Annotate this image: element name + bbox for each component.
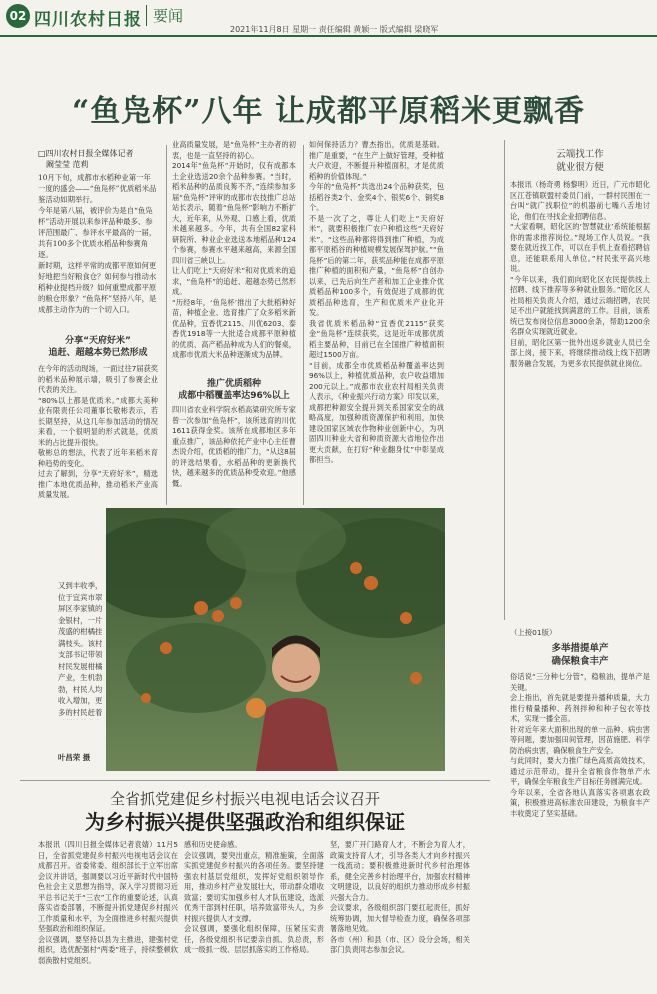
column-divider [504, 140, 505, 620]
photo-credit: 叶昌荣 摄 [58, 753, 91, 762]
article-col2-body2: 四川省农业科学院水稻高粱研究所专家曾一次参加“鱼凫杯”，该所选育的川优1611获得金奖。该所在成都地区多年重点推广，该品种依托产业中心主任曹杰说介绍，优质稻的推广力，“从这8届的评选结果看，水稻品种的更新换代快，越来越多的优质品种受欢迎。”他感慨。 [172, 405, 296, 488]
photo-caption: 又到丰收季，位于宜宾市翠屏区李家镇的金银村，一片茂盛的柑橘挂满枝头。该村支部书记带领村民发展柑橘产业，生机勃勃，村民人均收入增加，更多的村民赶着 [58, 581, 103, 717]
page-number-badge: 02 [6, 4, 30, 28]
article-author: □四川农村日报全媒体记者 阚莹莹 范莉 [38, 149, 134, 169]
second-article-col3: 坚，要广开门路育人才，不断会为育人才，政策支持育人才，引导各类人才向乡村振兴一线流动；要积极推进新时代乡村治理体系，健全完善乡村治理平台，加强农村精神文明建设，以良好的组织力推动形成乡村振兴强大合力。 会议要求，各级组织部门要扛起责任，抓好统筹协调，加大督导检查力度，确保各项部署落地见效。 各市（州）和县（市、区）设分会场，相关部门负责同志参加会议。 [330, 840, 470, 954]
second-article-headline: 为乡村振兴提供坚强政治和组织保证 [85, 810, 405, 834]
side-article-body: 本报讯（杨奇勇 杨黎明）近日，广元市昭化区江苍镇联盟村委员门前，一群村民围在一台叫“就广找职位”的机器前七嘴八舌地讨论，他们在寻找企业招聘信息。 “大家看啊，昭化区的‘智慧就业’系统能根据你的需求推荐岗位。”现场工作人员说。“我要在就近找工作，可以在手机上查看招聘信息，还能联系用人单位。”村民张平高兴地说。 “今年以来，我们面向昭化区农民提供线上招聘、线下推荐等多种就业服务。”昭化区人社局相关负责人介绍，通过云端招聘，农民足不出户就能找到满意的工作。目前，该系统已发布岗位信息3000余条，帮助1200余名群众实现就近就业。 目前，昭化区第一批外出返乡就业人员已全部上岗，接下来，将继续推动线上线下招聘服务融合发展，为更多农民提供就业岗位。 [510, 180, 650, 368]
column-divider [303, 145, 304, 505]
section-rule [20, 780, 490, 781]
continued-article-body: 俗话说“三分种七分管”，稳粮油，提单产是关键。 会上指出，首先就是要提升播种质量，大力推行精量播种、药剂拌种和种子包衣等技术，实现一播全苗。 针对近年来大面积出现的单一品种、病虫害等问题，要加强田间管理，因苗施肥、科学防治病虫害，确保粮食生产安全。 与此同时，要大力推广绿色高质高效技术，通过示范带动，提升全省粮食作物单产水平，确保全年粮食生产目标任务圆满完成。 今年以来，全省各地认真落实各项惠农政策，积极推进高标准农田建设，为粮食丰产丰收奠定了坚实基础。 [510, 672, 650, 818]
orchard-photo [106, 508, 445, 771]
second-article-col1: 本报讯（四川日报全媒体记者袁婧）11月5日，全省抓党建促乡村振兴电视电话会议在成都召开。省委常委、组织部长于立军出席会议并讲话，强调要以习近平新时代中国特色社会主义思想为指导，深入学习贯彻习近平总书记关于“三农”工作的重要论述，认真落实省委部署，不断提升抓党建促乡村振兴工作质量和水平，为全面推进乡村振兴提供坚强政治和组织保证。 会议强调，要坚持以县为主推进，建强村党组织，选优配强村“两委”班子，持续整顿软弱涣散村党组织。 [38, 840, 178, 965]
subheading-2: 推广优质稻种 成都中稻覆盖率达96%以上 [178, 379, 290, 401]
section-title: 要闻 [146, 5, 183, 26]
header-info: 2021年11月8日 星期一 责任编辑 黄颖一 版式编辑 梁晓军 [230, 25, 439, 34]
side-article-title: 云端找工作 就业很方便 [556, 149, 604, 173]
second-article-col2: 感和历史使命感。 会议强调，要突出重点，精准施策，全面落实抓党建促乡村振兴的各项任务。要坚持建强农村基层党组织，发挥好党组织领导作用，推动乡村产业发展壮大，带动群众增收致富；要切实加强乡村人才队伍建设，选派优秀干部到村任职，培养致富带头人，为乡村振兴提供人才支撑。 会议强调，要强化组织保障，压紧压实责任，各级党组织书记要亲自抓、负总责，形成一级抓一级、层层抓落实的工作格局。 [184, 840, 324, 954]
article-lead: 10月下旬，成都市水稻种业第一年一度的盛会——“鱼凫杯”优质稻米品鉴活动如期举行。 今年是第八届，被评价为是自“鱼凫杯”活动开展以来参评品种最多、参评范围最广、参评水平最高的一届，共有100多个优质水稻品种参赛角逐。 新时期，这样平常的成都平原如何更好地把当好粮食仓？如何参与推动水稻种业提档升级？如何重塑成都平原的粮仓形象？“鱼凫杯”坚持八年，是成都主动作为的一个切入口。 [38, 173, 157, 314]
subheading-1: 分享“天府好米” 追赶、超越本势已然形成 [48, 336, 148, 358]
photo-illustration [106, 508, 445, 771]
continued-article-title: 多举措提单产 确保粮食丰产 [551, 643, 609, 667]
main-headline: “鱼凫杯”八年 让成都平原稻米更飘香 [72, 94, 585, 129]
column-divider [166, 145, 167, 505]
continued-from-label: （上接01版） [510, 628, 557, 637]
article-col2-body: 业高质量发展，是“鱼凫杯”主办者的初衷，也是一直坚持的初心。 2014年“鱼凫杯”开始时，仅有成都本土企业选送20余个品种参赛。“当时，稻米品种的品质良莠不齐，”连续参加多届“鱼凫杯”评审的成都市农技推广总站站长表示，随着“鱼凫杯”影响力不断扩大，近年来，从外观、口感上看，优质米越来越多。今年，共有全国82家科研院所、种业企业选送本地稻品种124个参赛，参赛水平越来越高，来源全国四川省三峡以上。 让人们吃上“天府好米”和对优质米的追求，“鱼凫杯”的追赶、超越态势已然形成。 “历经8年，‘鱼凫杯’推出了大批稻种好苗，种植企业、选育推广了众多稻米新优品种，宜香优2115、川优6203、泰香优1918等一大批适合成都平原种植的优质、高产稻品种成为人们的餐桌，成都市优质大米品种逐渐成为品牌。 [172, 140, 296, 359]
article-col1-body: 在今年的活动现场，一面过往7届获奖的稻米品种展示墙，吸引了参赛企业代表的关注。 “80%以上都是优质米。”成都大美种业有限责任公司董事长敬彬表示，若长期坚持，从这几年参加活动的情况来看，一个很明显的形式就是，优质米的占比提升很快。 敬彬总的想法，代表了近年来稻米育种趋势的变化。 过去了解到，分享“天府好米”，精选推广本地优质品种，推动稻米产业高质量发展。 [38, 364, 158, 499]
second-article-kicker: 全省抓党建促乡村振兴电视电话会议召开 [109, 790, 380, 808]
article-col3-body: 如何保持活力？曹杰指出，优质是基础。推广是重要，“在生产上做好管理，受种植大户欢迎，不断提升种植面积，才是优质稻种的价值体现。” 今年的“鱼凫杯”共选出24个品种获奖，包括稻谷类2个、金奖4个、银奖6个、铜奖8个。 不是一次了之，尊让人们吃上“天府好米”，就要积极推广农户种植这些“天府好米”。“这些品种都将得到推广种植，为成都平原稻谷的种植规模发展保驾护航。”“鱼凫杯”后的第二年，获奖品种能在成都平原推广种植的面积和产量，“鱼凫杯”自创办以来，已先后向生产者和加工企业推介优质稻品种100多个，有效促进了成都的优质稻品种选育，生产和优质米产业化开发。 我省优质米稻品种“宜香优2115”获奖金“鱼凫杯”连续获奖，这是近年成都优质稻主要品种，目前已在全国推广种植面积超过1500万亩。 “目前，成都全市优质稻品种覆盖率达到96%以上，种植优质品种，农户收益增加200元以上。”成都市农业农村局相关负责人表示，《种业振兴行动方案》印发以来，成都把种源安全提升到关系国家安全的战略高度，加强种质资源保护和利用，加快建设国家区域农作物种业创新中心，为巩固四川种业大省和种质资源大省地位作出更大贡献，在打好“种业翻身仗”中彰显成都担当。 [309, 140, 444, 464]
newspaper-logo: 四川农村日报 [34, 10, 142, 30]
header-rule [0, 35, 657, 37]
